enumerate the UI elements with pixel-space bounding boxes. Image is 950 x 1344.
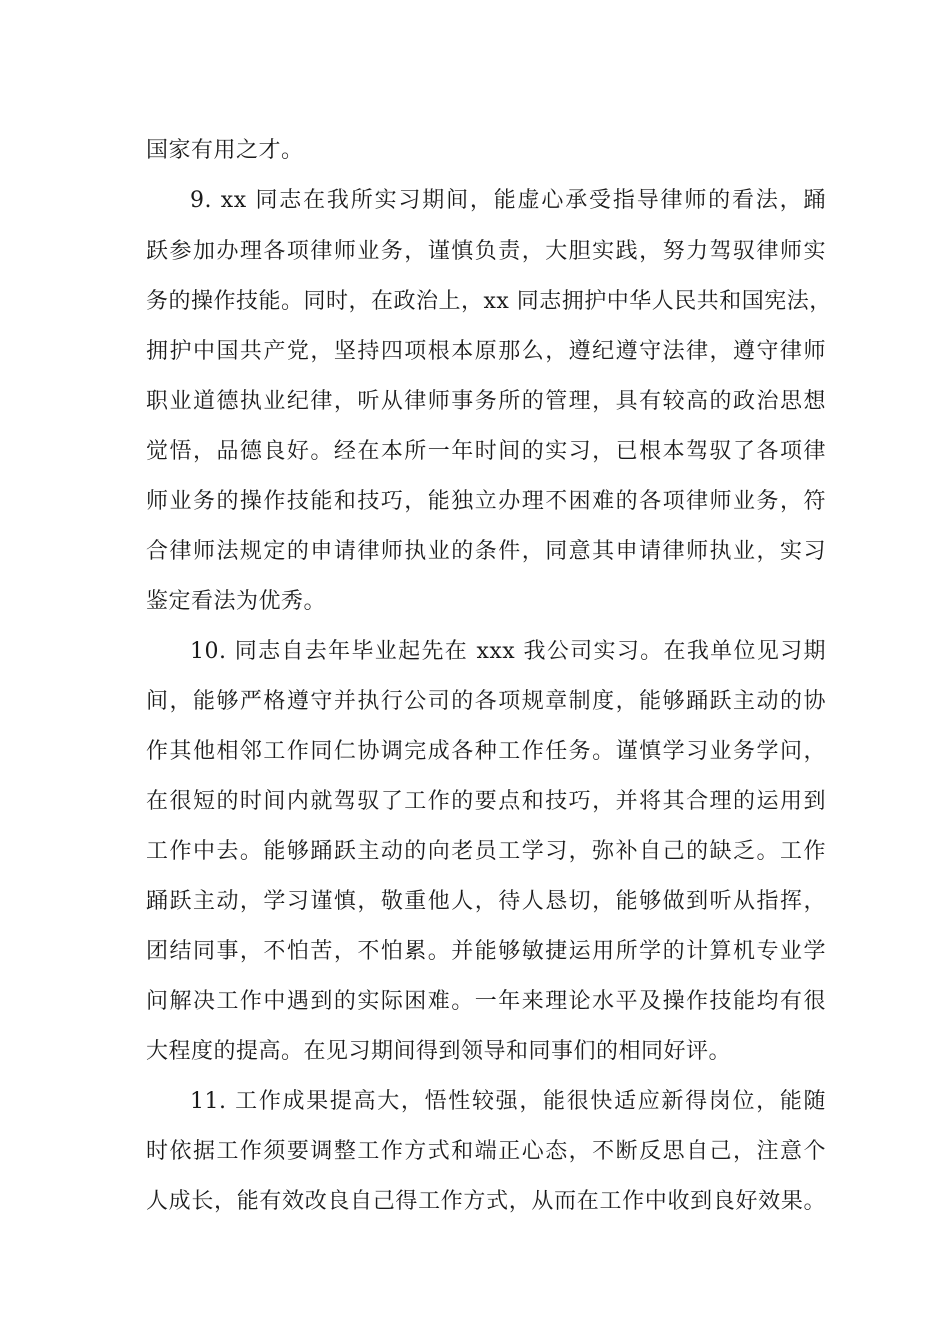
text-line: 职业道德执业纪律，听从律师事务所的管理，具有较高的政治思想 xyxy=(146,389,826,414)
text-line: 踊跃主动，学习谨慎，敬重他人，待人恳切，能够做到听从指挥， xyxy=(146,889,826,914)
text-line: 觉悟，品德良好。经在本所一年时间的实习，已根本驾驭了各项律 xyxy=(146,439,826,464)
text-line: 团结同事，不怕苦，不怕累。并能够敏捷运用所学的计算机专业学 xyxy=(146,939,826,964)
text-line: 作其他相邻工作同仁协调完成各种工作任务。谨慎学习业务学问， xyxy=(146,739,826,764)
text-line: 务的操作技能。同时，在政治上，xx 同志拥护中华人民共和国宪法， xyxy=(146,289,832,314)
text-line: 间，能够严格遵守并执行公司的各项规章制度，能够踊跃主动的协 xyxy=(146,689,826,714)
paragraph-10-first-line: 10. 同志自去年毕业起先在 xxx 我公司实习。在我单位见习期 xyxy=(190,639,826,664)
paragraph-11-first-line: 11. 工作成果提高大，悟性较强，能很快适应新得岗位，能随 xyxy=(190,1089,826,1114)
text-line: 拥护中国共产党，坚持四项根本原那么，遵纪遵守法律，遵守律师 xyxy=(146,339,826,364)
text-line: 师业务的操作技能和技巧，能独立办理不困难的各项律师业务，符 xyxy=(146,489,826,514)
text-line: 工作中去。能够踊跃主动的向老员工学习，弥补自己的缺乏。工作 xyxy=(146,839,826,864)
text-line: 合律师法规定的申请律师执业的条件，同意其申请律师执业，实习 xyxy=(146,539,826,564)
text-line: 时依据工作须要调整工作方式和端正心态，不断反思自己，注意个 xyxy=(146,1139,826,1164)
text-line: 在很短的时间内就驾驭了工作的要点和技巧，并将其合理的运用到 xyxy=(146,789,826,814)
text-line: 鉴定看法为优秀。 xyxy=(146,589,327,614)
text-line: 问解决工作中遇到的实际困难。一年来理论水平及操作技能均有很 xyxy=(146,989,826,1014)
text-line: 大程度的提高。在见习期间得到领导和同事们的相同好评。 xyxy=(146,1039,732,1064)
text-line: 人成长，能有效改良自己得工作方式，从而在工作中收到良好效果。 xyxy=(146,1189,826,1214)
text-line: 国家有用之才。 xyxy=(146,138,304,163)
text-line: 跃参加办理各项律师业务，谨慎负责，大胆实践，努力驾驭律师实 xyxy=(146,239,826,264)
paragraph-9-first-line: 9. xx 同志在我所实习期间，能虚心承受指导律师的看法，踊 xyxy=(190,188,826,213)
